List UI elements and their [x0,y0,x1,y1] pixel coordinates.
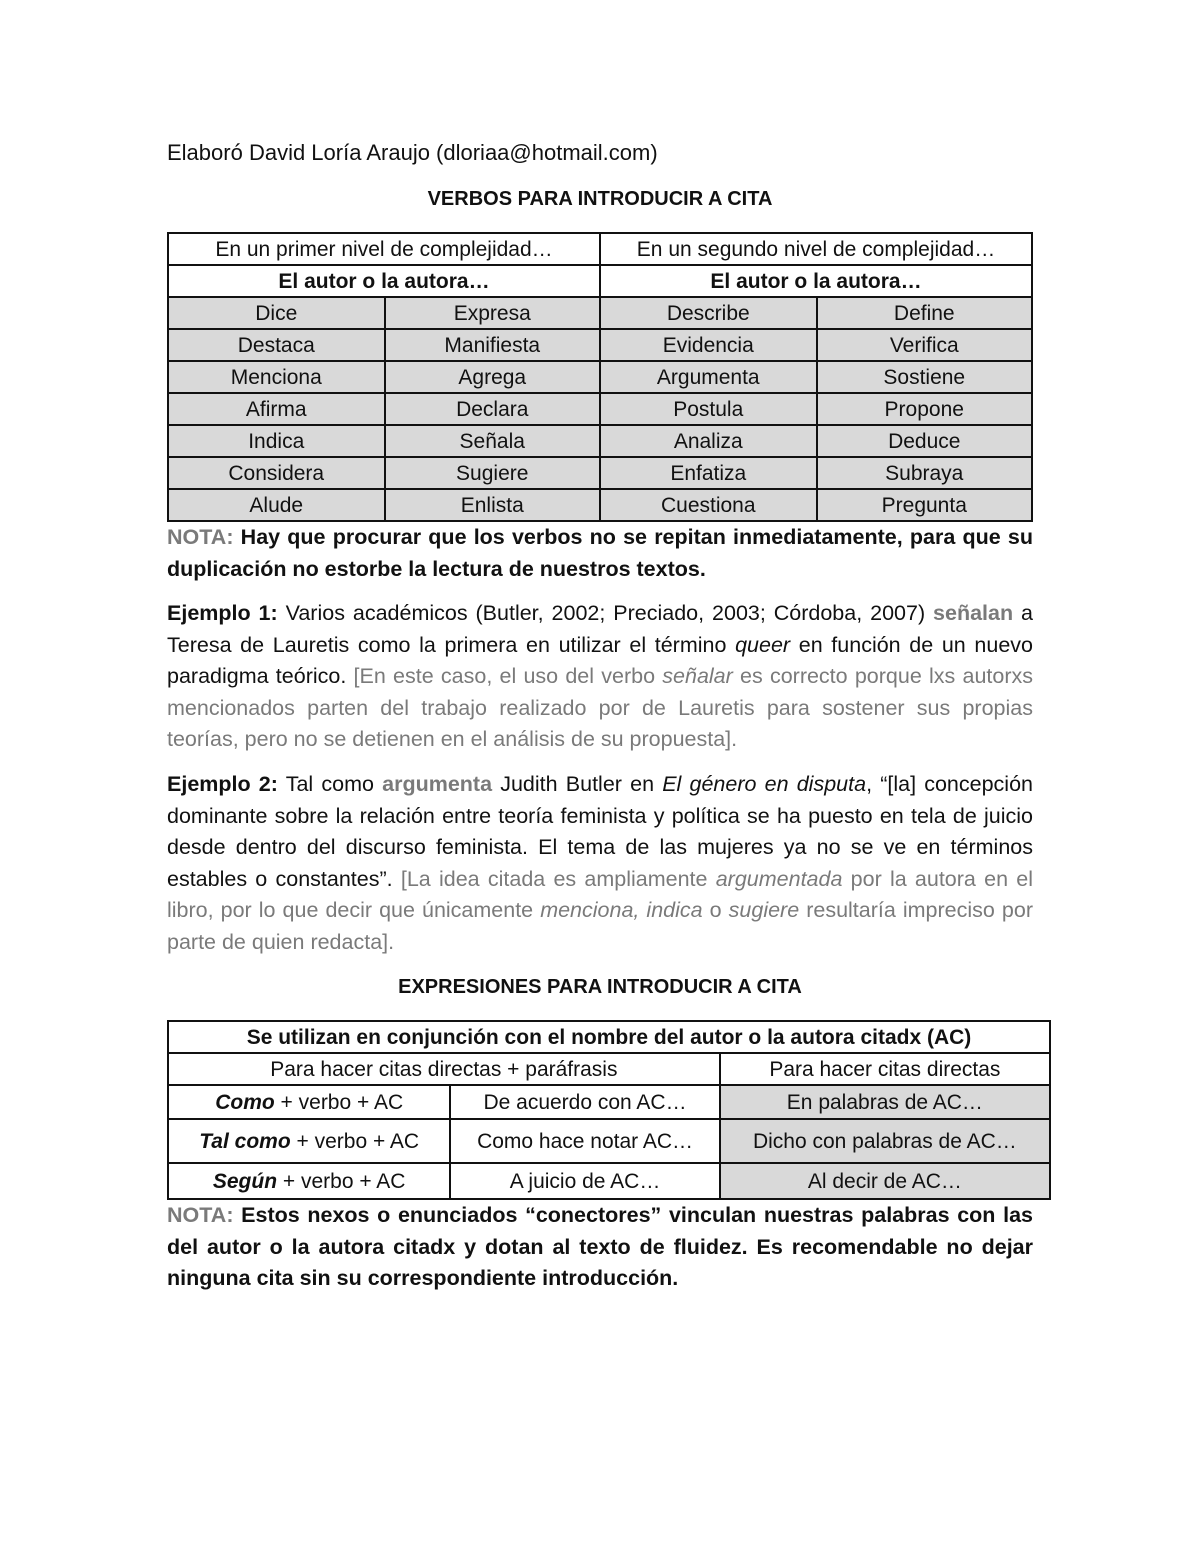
note-text: Hay que procurar que los verbos no se repitan inmediatamente, para que su duplicación no estorbe la lectura de nuestros textos. [167,525,1033,581]
verb-cell: Agrega [385,361,601,393]
table-row [168,393,1032,425]
verb-cell: Sugiere [385,457,601,489]
verb-cell: Describe [600,297,817,329]
col-paraphrase-header: Para hacer citas directas + paráfrasis [168,1053,720,1085]
verb-cell: Alude [168,489,385,521]
verb-cell: Expresa [385,297,601,329]
verb-cell: Deduce [817,425,1032,457]
verb-cell: Enfatiza [600,457,817,489]
verb-cell: Destaca [168,329,385,361]
expression-cell: En palabras de AC… [720,1085,1050,1119]
comment-verb: menciona, indica [540,898,703,922]
table-row [168,1163,1050,1199]
highlight-verb: señalan [933,601,1014,625]
expression-cell: A juicio de AC… [450,1163,719,1199]
example-text: , “[la] concepción dominante sobre la relación entre teoría feminista y política se ha puesto en tela de juicio desde dentro del discurso feminista. El tema de las mujeres ya no se ve en términos estables o constantes”. [167,772,1033,891]
level2-header: En un segundo nivel de complejidad… [600,233,1032,265]
term-queer: queer [735,632,791,657]
verb-cell: Postula [600,393,817,425]
verb-cell: Dice [168,297,385,329]
table-row [168,329,1032,361]
expression-cell: Dicho con palabras de AC… [720,1119,1050,1163]
verb-cell: Pregunta [817,489,1032,521]
comment-verb: sugiere [728,898,800,922]
table-row [168,1119,1050,1163]
formula-cell: Como + verbo + AC [168,1085,450,1119]
table-row [168,361,1032,393]
verb-cell: Subraya [817,457,1032,489]
example-label: Ejemplo 2: [167,772,278,796]
note-label: NOTA: [167,1203,234,1227]
example-text: a Teresa de Lauretis como la primera en utilizar el término [167,601,1034,657]
verb-cell: Enlista [385,489,601,521]
verb-cell: Señala [385,425,601,457]
table-row [168,1085,1050,1119]
table-row [168,425,1032,457]
col-direct-header: Para hacer citas directas [720,1053,1050,1085]
comment-text: o [702,898,729,922]
verbs-title: VERBOS PARA INTRODUCIR A CITA [427,188,773,210]
verb-cell: Declara [385,393,601,425]
verb-cell: Evidencia [600,329,817,361]
expressions-table [167,1020,1051,1200]
comment-verb: argumentada [715,866,843,891]
table-row [168,297,1032,329]
verb-cell: Analiza [600,425,817,457]
expressions-title: EXPRESIONES PARA INTRODUCIR A CITA [398,976,802,998]
example-label: Ejemplo 1: [167,601,278,625]
verb-cell: Manifiesta [385,329,601,361]
subject2-header: El autor o la autora… [600,265,1032,297]
verb-cell: Menciona [168,361,385,393]
expression-cell: De acuerdo con AC… [450,1085,719,1119]
level1-header: En un primer nivel de complejidad… [168,233,600,265]
table-row [168,457,1032,489]
example-text: en función de un nuevo paradigma teórico. [167,632,1033,688]
verb-cell: Define [817,297,1032,329]
note-label: NOTA: [167,525,234,549]
example-text: Tal como [277,772,383,796]
comment-verb: señalar [662,664,733,688]
formula-cell: Según + verbo + AC [168,1163,450,1199]
verb-cell: Argumenta [600,361,817,393]
note-expressions [167,1200,1033,1295]
verbs-table [167,232,1033,522]
table-row [168,489,1032,521]
expression-cell: Como hace notar AC… [450,1119,719,1163]
verb-cell: Verifica [817,329,1032,361]
verb-cell: Propone [817,393,1032,425]
verb-cell: Afirma [168,393,385,425]
example-1 [167,598,1033,756]
verb-cell: Cuestiona [600,489,817,521]
example-text: Varios académicos (Butler, 2002; Preciado, 2003; Córdoba, 2007) [277,601,934,625]
comment-text: [La idea citada es ampliamente [400,866,716,891]
note-verbs [167,522,1033,585]
verb-cell: Sostiene [817,361,1032,393]
verb-cell: Indica [168,425,385,457]
example-text: Judith Butler en [492,772,663,796]
author-line: Elaboró David Loría Araujo (dloriaa@hotmail.com) [167,140,658,165]
note-text: Estos nexos o enunciados “conectores” vinculan nuestras palabras con las del autor o la autora citadx y dotan al texto de fluidez. Es recomendable no dejar ninguna cita sin su correspondiente introducción. [167,1203,1033,1290]
comment-text: es correcto porque lxs autorxs mencionados parten del trabajo realizado por de Lauretis para sostener sus propias teorías, pero no se detienen en el análisis de su propuesta]. [167,664,1034,751]
formula-cell: Tal como + verbo + AC [168,1119,450,1163]
expression-cell: Al decir de AC… [720,1163,1050,1199]
subject1-header: El autor o la autora… [168,265,600,297]
comment-text: resultaría impreciso por parte de quien redacta]. [167,898,1033,954]
comment-text: por la autora en el libro, por lo que decir que únicamente [167,866,1033,922]
expressions-header: Se utilizan en conjunción con el nombre del autor o la autora citadx (AC) [168,1021,1050,1053]
verb-cell: Considera [168,457,385,489]
example-2 [167,769,1033,958]
comment-text: [En este caso, el uso del verbo [353,664,663,688]
highlight-verb: argumenta [382,772,493,796]
book-title: El género en disputa [662,772,867,796]
